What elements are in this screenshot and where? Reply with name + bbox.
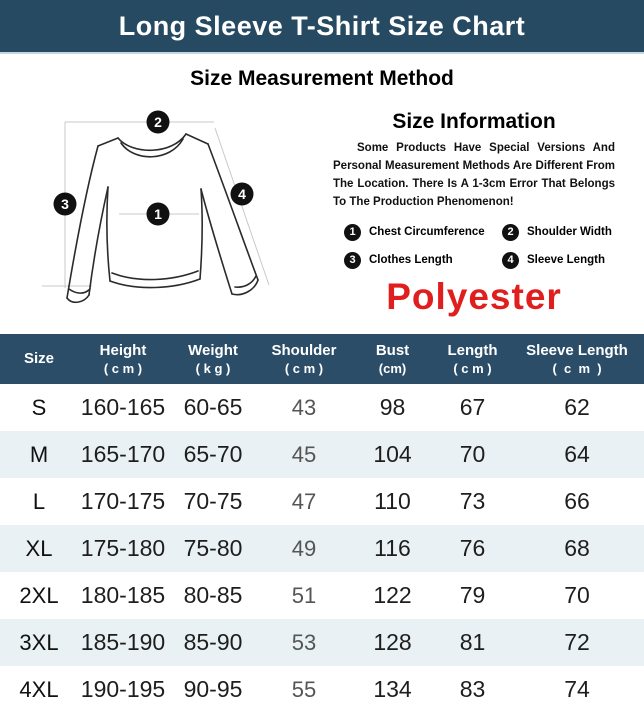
cell-bust: 110 (374, 488, 411, 514)
size-table-body (0, 384, 644, 713)
cell-weight: 60-65 (183, 394, 243, 420)
left-cuff (67, 295, 89, 302)
col-header-height: Height ( c m ) (78, 334, 168, 384)
legend-item-clothes-length (344, 252, 502, 269)
row-2xl (0, 572, 644, 619)
body-right-side (200, 189, 202, 279)
cell-shoulder: 45 (291, 441, 317, 467)
cell-length: 73 (459, 488, 486, 514)
title-banner (0, 0, 644, 54)
cell-bust: 98 (379, 394, 406, 420)
col-header-bust: Bust (cm) (350, 334, 435, 384)
hem-stitch-line (112, 271, 198, 280)
neck-inner-curve (121, 139, 183, 157)
cell-length: 83 (459, 676, 486, 702)
cell-sleeve-length: 68 (564, 535, 590, 561)
right-cuff-band (235, 276, 256, 287)
row-s (0, 384, 644, 431)
cell-sleeve-length: 64 (564, 441, 590, 467)
content-row (0, 94, 644, 334)
cell-length: 67 (459, 394, 486, 420)
cell-size: 2XL (19, 582, 59, 608)
cell-height: 170-175 (80, 488, 166, 514)
col-header-shoulder: Shoulder ( c m ) (258, 334, 350, 384)
cell-bust: 128 (373, 629, 412, 655)
cell-shoulder: 51 (291, 582, 317, 608)
legend-label-chest: Chest Circumference (369, 226, 485, 239)
legend-item-chest (344, 224, 502, 241)
cell-weight: 85-90 (183, 629, 243, 655)
size-information-heading: Size Information (392, 110, 556, 133)
cell-shoulder: 49 (291, 535, 317, 561)
long-sleeve-shirt-illustration (22, 98, 322, 333)
legend-item-sleeve-length (502, 252, 612, 269)
cell-length: 70 (459, 441, 486, 467)
size-information-panel (330, 94, 644, 334)
size-information-text: Some Products Have Special Versions And Personal Measurement Methods Are Different From The Location. There Is A 1-3cm Error That Belongs To The Production Phenomenon! (333, 142, 615, 208)
body-left-side (107, 187, 110, 281)
left-shoulder-seam (98, 138, 118, 146)
legend-item-shoulder (502, 224, 612, 241)
cell-length: 76 (459, 535, 486, 561)
badge-4-number: 4 (238, 186, 246, 202)
badge-shoulder-width (147, 111, 170, 134)
cell-sleeve-length: 70 (564, 582, 590, 608)
cell-weight: 65-70 (183, 441, 243, 467)
cell-shoulder: 43 (291, 394, 317, 420)
badge-sleeve-length (231, 183, 254, 206)
row-4xl (0, 666, 644, 713)
legend-label-sleeve-length: Sleeve Length (527, 254, 605, 267)
legend-badge-4: 4 (502, 252, 519, 269)
cell-length: 81 (459, 629, 486, 655)
cell-weight: 70-75 (183, 488, 243, 514)
cell-sleeve-length: 62 (564, 394, 590, 420)
col-header-length: Length ( c m ) (435, 334, 510, 384)
legend-badge-1: 1 (344, 224, 361, 241)
cell-sleeve-length: 74 (564, 676, 590, 702)
cell-height: 175-180 (80, 535, 166, 561)
size-table-header (0, 334, 644, 384)
legend-label-clothes-length: Clothes Length (369, 254, 453, 267)
left-sleeve-inner (89, 187, 108, 295)
cell-weight: 90-95 (183, 676, 243, 702)
page-title: Long Sleeve T-Shirt Size Chart (118, 10, 526, 41)
col-header-weight: Weight ( k g ) (168, 334, 258, 384)
badge-3-number: 3 (61, 196, 69, 212)
cell-size: S (31, 394, 47, 420)
cell-weight: 80-85 (183, 582, 243, 608)
badge-chest (147, 203, 170, 226)
col-header-size: Size (0, 334, 78, 384)
cell-size: 3XL (19, 629, 59, 655)
row-l (0, 478, 644, 525)
cell-size: 4XL (19, 676, 59, 702)
shirt-measurement-diagram (0, 94, 330, 334)
badge-clothes-length (54, 193, 77, 216)
measurement-method-heading: Size Measurement Method (190, 67, 454, 90)
size-table (0, 334, 644, 713)
material-label: Polyester (386, 275, 562, 317)
legend-label-shoulder: Shoulder Width (527, 226, 612, 239)
right-sleeve-outer (208, 144, 258, 280)
cell-height: 190-195 (80, 676, 166, 702)
left-cuff-band (69, 289, 90, 293)
cell-height: 160-165 (80, 394, 166, 420)
sleeve-length-guide-line (215, 128, 269, 285)
row-3xl (0, 619, 644, 666)
measurement-legend (344, 224, 612, 269)
row-m (0, 431, 644, 478)
row-xl (0, 525, 644, 572)
cell-length: 79 (459, 582, 486, 608)
cell-height: 180-185 (80, 582, 166, 608)
cell-size: M (29, 441, 49, 467)
badge-2-number: 2 (154, 114, 162, 130)
cell-weight: 75-80 (183, 535, 243, 561)
right-sleeve-inner (201, 189, 232, 294)
col-header-sleeve-length: Sleeve Length ( c m ) (510, 334, 644, 384)
cell-bust: 104 (373, 441, 412, 467)
cell-size: L (32, 488, 46, 514)
cell-height: 185-190 (80, 629, 166, 655)
cell-sleeve-length: 72 (564, 629, 590, 655)
cell-size: XL (25, 535, 53, 561)
legend-badge-2: 2 (502, 224, 519, 241)
cell-bust: 134 (373, 676, 412, 702)
cell-height: 165-170 (80, 441, 166, 467)
right-shoulder-seam (186, 134, 208, 144)
cell-bust: 116 (374, 535, 411, 561)
legend-badge-3: 3 (344, 252, 361, 269)
left-sleeve-outer (67, 146, 98, 298)
cell-shoulder: 47 (291, 488, 317, 514)
cell-bust: 122 (373, 582, 412, 608)
cell-shoulder: 53 (291, 629, 317, 655)
badge-1-number: 1 (154, 206, 162, 222)
cell-shoulder: 55 (291, 676, 317, 702)
cell-sleeve-length: 66 (564, 488, 590, 514)
